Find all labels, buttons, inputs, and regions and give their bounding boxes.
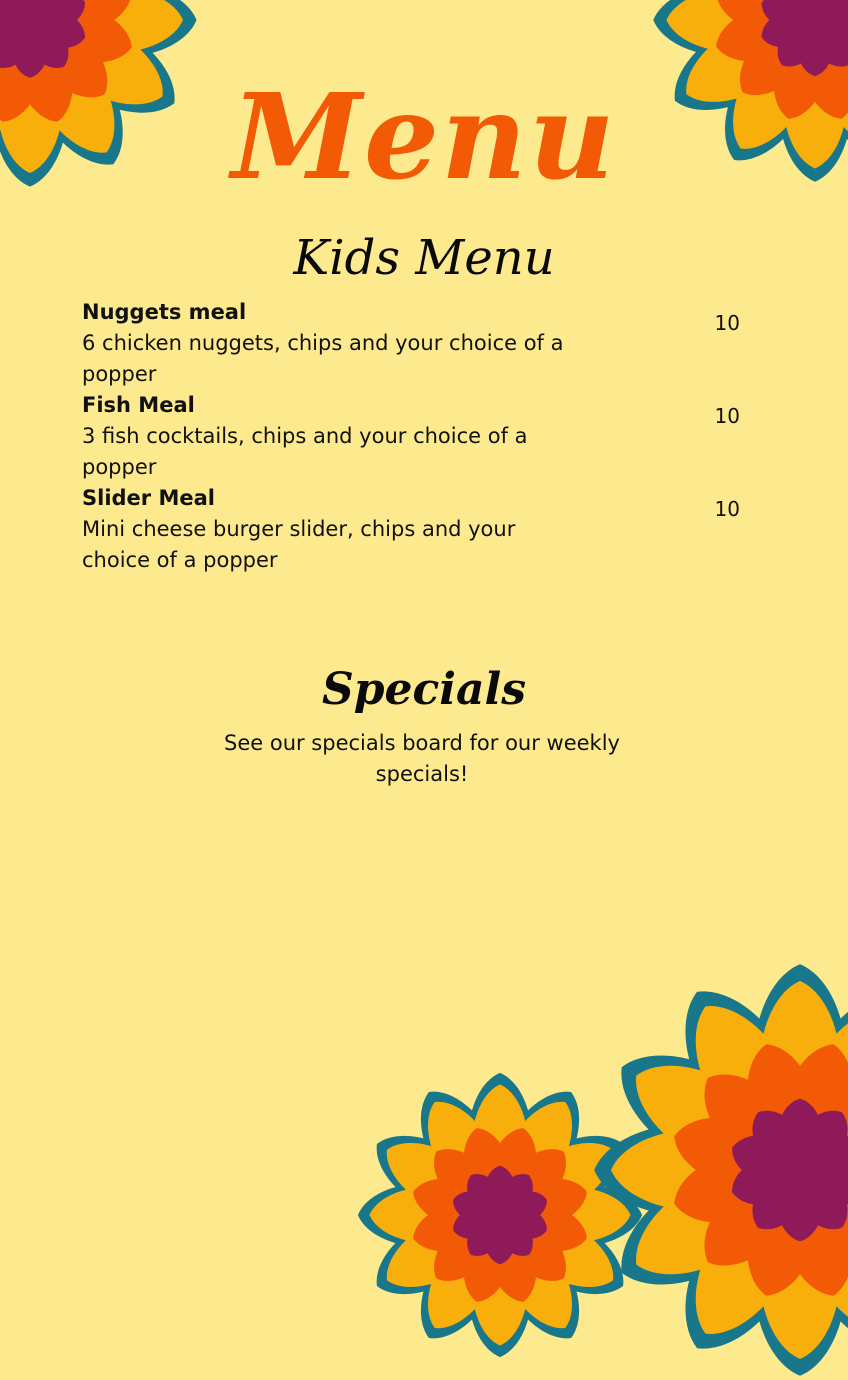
specials-heading: Specials bbox=[321, 664, 527, 715]
item-description: Mini cheese burger slider, chips and your choice of a popper bbox=[82, 517, 516, 572]
item-name: Slider Meal bbox=[82, 486, 215, 510]
item-price: 10 bbox=[714, 497, 740, 521]
specials-text: See our specials board for our weekly specials! bbox=[224, 731, 620, 786]
item-price: 10 bbox=[714, 404, 740, 428]
item-price: 10 bbox=[714, 311, 740, 335]
flower-icon bbox=[590, 960, 848, 1380]
menu-item bbox=[82, 390, 762, 483]
item-description: 3 fish cocktails, chips and your choice of a popper bbox=[82, 424, 528, 479]
item-name: Nuggets meal bbox=[82, 300, 247, 324]
menu-item bbox=[82, 297, 762, 390]
menu-item bbox=[82, 483, 762, 576]
page-title: Menu bbox=[231, 67, 617, 206]
item-name: Fish Meal bbox=[82, 393, 195, 417]
item-description: 6 chicken nuggets, chips and your choice of a popper bbox=[82, 331, 564, 386]
kids-menu-list bbox=[82, 297, 762, 576]
kids-menu-heading: Kids Menu bbox=[293, 230, 555, 286]
